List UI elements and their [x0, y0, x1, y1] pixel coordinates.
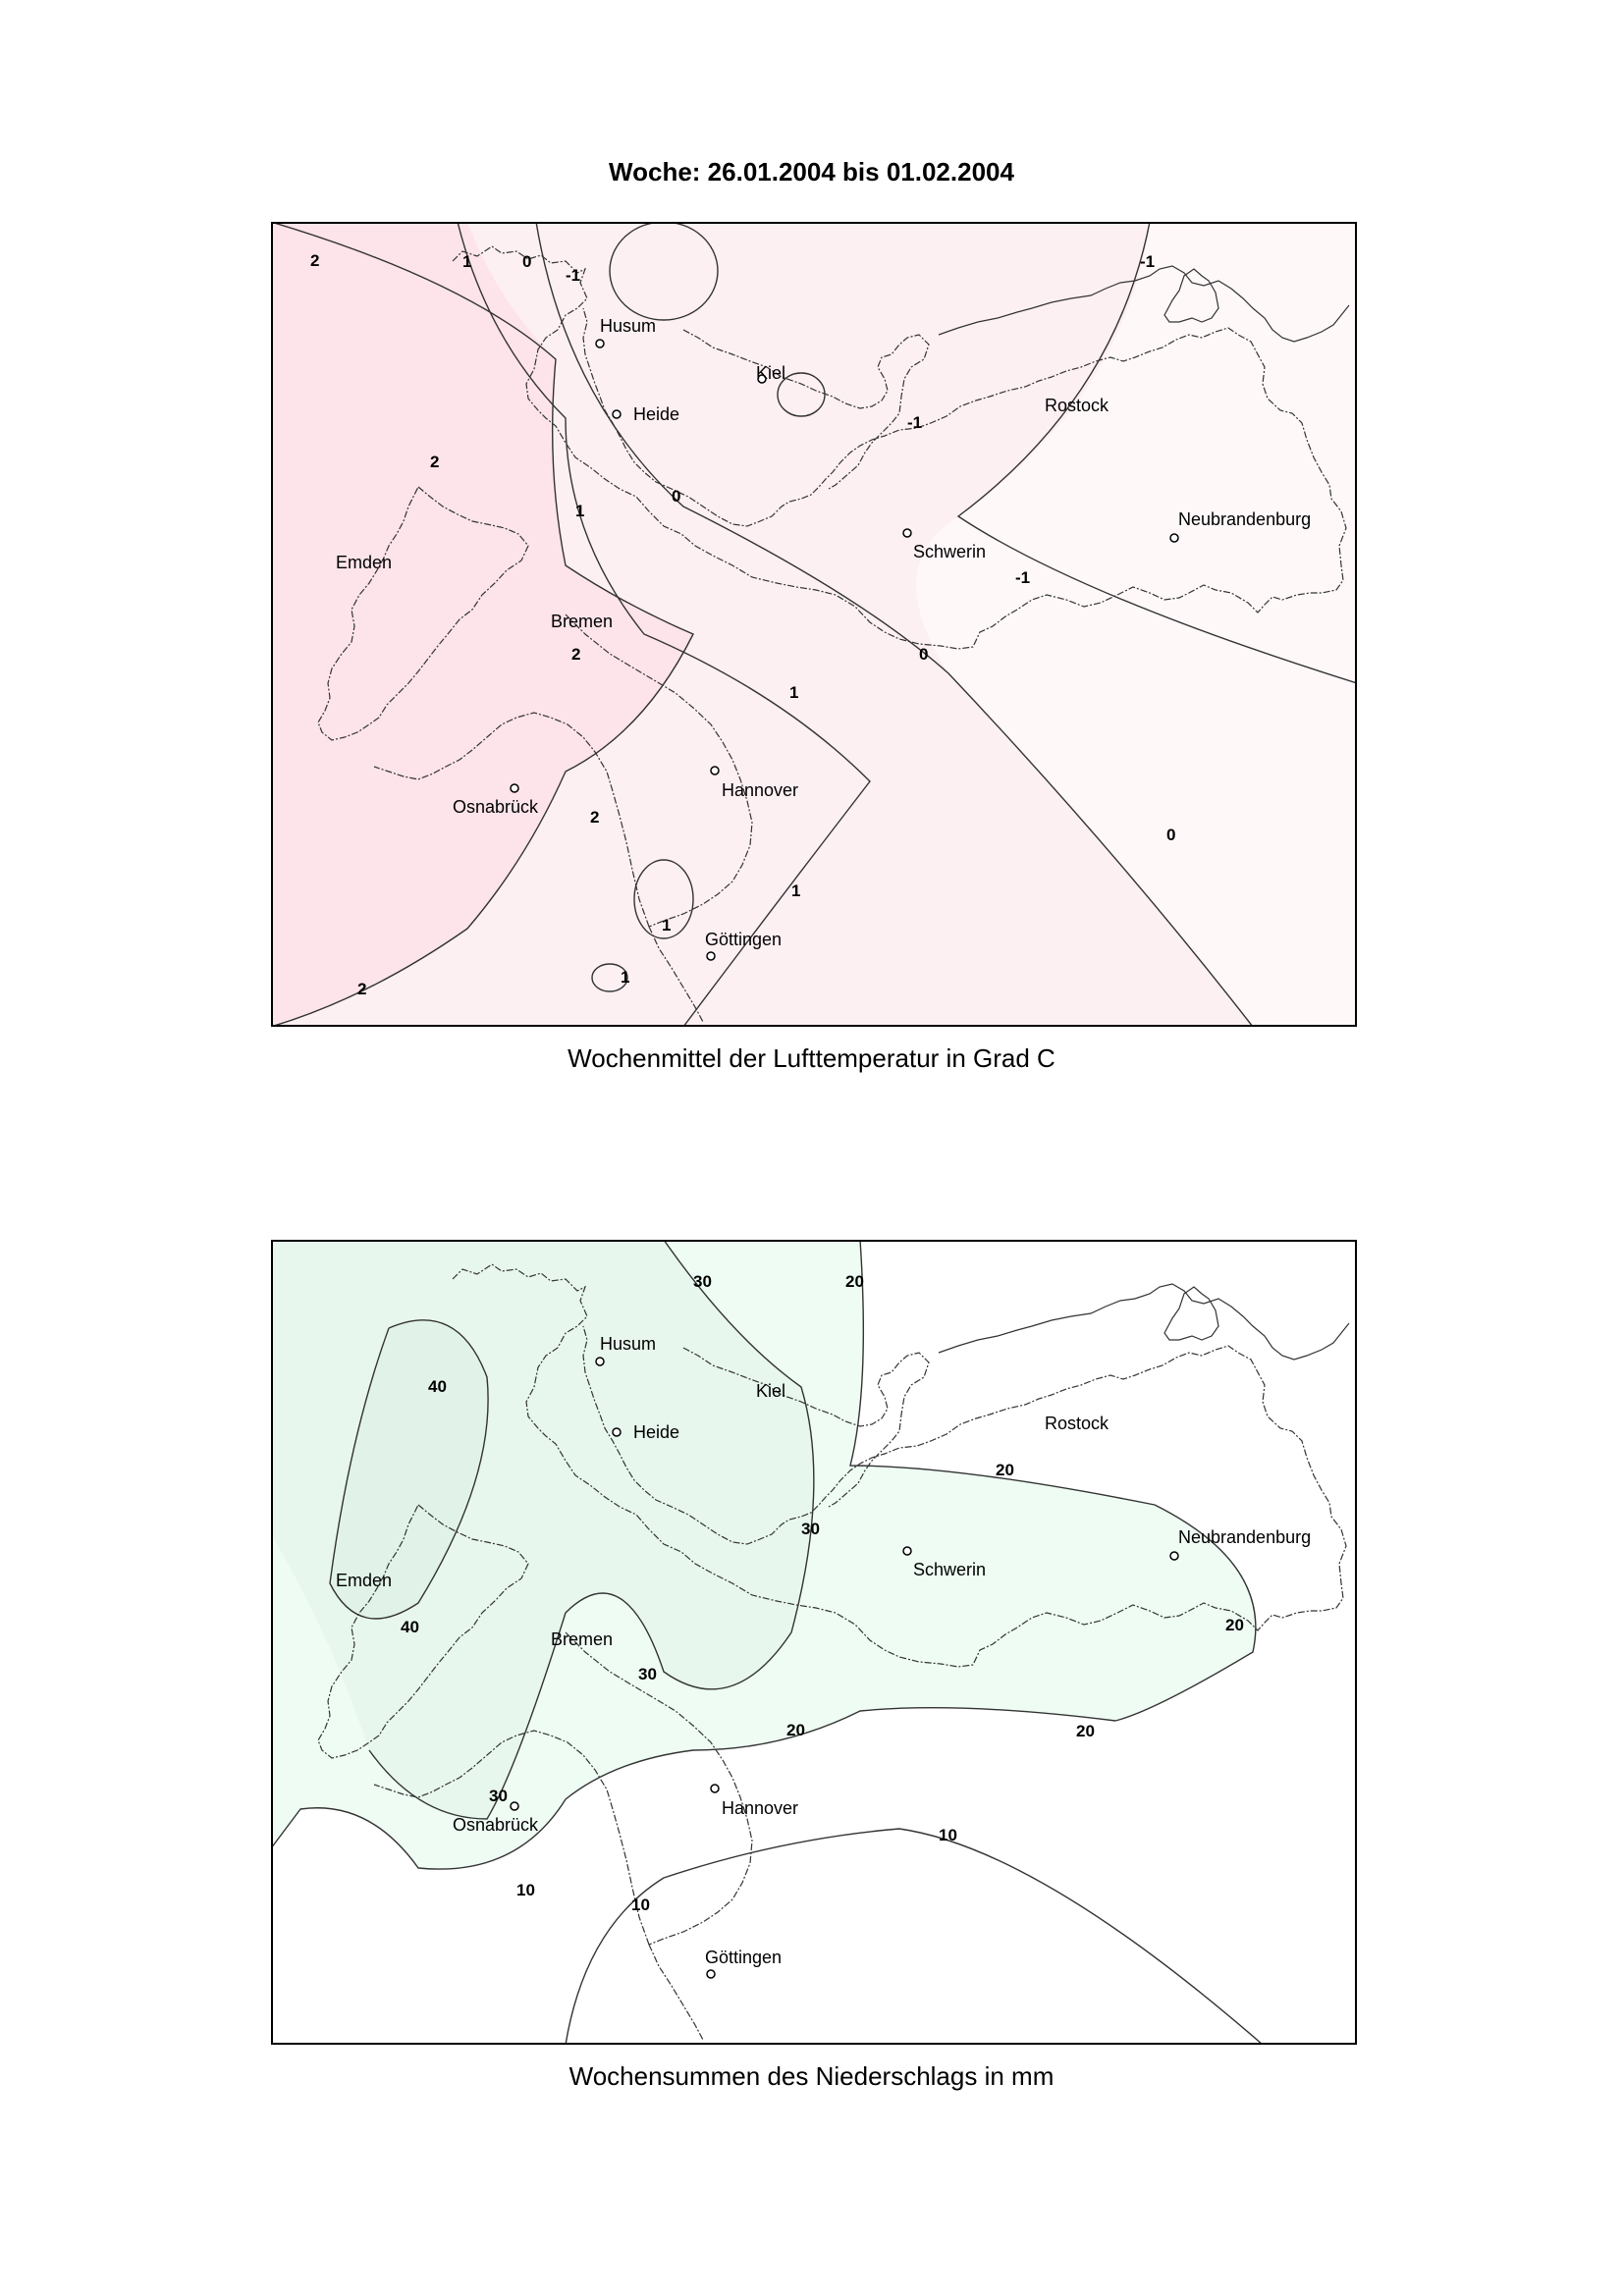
isoline-label: 30	[638, 1665, 657, 1683]
svg-text:Heide: Heide	[633, 1422, 680, 1442]
isoline-label: 1	[662, 916, 672, 934]
isoline-label: 1	[621, 968, 630, 987]
svg-text:Osnabrück: Osnabrück	[453, 797, 539, 817]
isoline-label: 10	[631, 1896, 650, 1914]
isoline-label: 1	[462, 252, 472, 271]
page-title: Woche: 26.01.2004 bis 01.02.2004	[609, 157, 1014, 187]
city-rostock	[1045, 1414, 1109, 1433]
isoline-label: 40	[401, 1618, 419, 1636]
isoline-label: 20	[845, 1272, 864, 1291]
isoline-label: 1	[789, 683, 799, 702]
isoline-label: 30	[489, 1787, 508, 1805]
precipitation-map	[271, 1240, 1357, 2045]
isoline-label: -1	[907, 413, 923, 432]
isoline-label: 2	[310, 251, 320, 270]
svg-text:Göttingen: Göttingen	[705, 930, 783, 949]
svg-text:Kiel: Kiel	[756, 1381, 786, 1401]
svg-text:Schwerin: Schwerin	[913, 542, 987, 561]
svg-text:Heide: Heide	[633, 404, 680, 424]
svg-text:Kiel: Kiel	[756, 363, 786, 383]
city-bremen	[551, 1629, 613, 1649]
isoline-label: 10	[939, 1826, 957, 1844]
isoline-label: 0	[522, 252, 532, 271]
svg-text:Emden: Emden	[336, 553, 393, 572]
precipitation-caption: Wochensummen des Niederschlags in mm	[568, 2061, 1055, 2091]
isoline-label: -1	[566, 266, 581, 285]
city-emden	[336, 1571, 392, 1590]
svg-text:Rostock: Rostock	[1045, 1414, 1109, 1433]
svg-text:Schwerin: Schwerin	[913, 1560, 987, 1579]
isoline-label: 0	[1166, 826, 1176, 844]
svg-text:Husum: Husum	[600, 316, 657, 336]
svg-text:Hannover: Hannover	[722, 780, 799, 800]
svg-text:Husum: Husum	[600, 1334, 657, 1354]
svg-text:Osnabrück: Osnabrück	[453, 1815, 539, 1835]
svg-text:Hannover: Hannover	[722, 1798, 799, 1818]
isoline-label: 40	[428, 1377, 447, 1396]
svg-text:Neubrandenburg: Neubrandenburg	[1178, 509, 1312, 529]
isoline-label: 10	[516, 1881, 535, 1899]
isoline-label: 30	[801, 1520, 820, 1538]
isoline-label: 2	[357, 980, 367, 998]
isoline-label: 20	[996, 1461, 1014, 1479]
isoline-label: 1	[791, 881, 801, 900]
isoline-label: -1	[1015, 568, 1031, 587]
temperature-map	[271, 222, 1357, 1027]
svg-text:Bremen: Bremen	[551, 1629, 614, 1649]
isoline-label: 1	[575, 502, 585, 520]
isoline-label: 0	[672, 487, 681, 506]
isoline-label: 20	[1076, 1722, 1095, 1740]
isoline-label: 2	[590, 808, 600, 827]
svg-text:Bremen: Bremen	[551, 612, 614, 631]
city-rostock	[1045, 396, 1109, 415]
isoline-label: 30	[693, 1272, 712, 1291]
isoline-label: 2	[430, 453, 440, 471]
isoline-label: -1	[1140, 252, 1156, 271]
isoline-label: 0	[919, 645, 929, 664]
svg-text:Neubrandenburg: Neubrandenburg	[1178, 1527, 1312, 1547]
city-emden	[336, 553, 392, 572]
isoline-label: 20	[1225, 1616, 1244, 1634]
svg-text:Göttingen: Göttingen	[705, 1948, 783, 1967]
city-bremen	[551, 612, 613, 631]
city-kiel	[756, 1381, 785, 1401]
isoline-label: 2	[571, 645, 581, 664]
temperature-caption: Wochenmittel der Lufttemperatur in Grad C	[568, 1043, 1055, 1073]
svg-text:Rostock: Rostock	[1045, 396, 1109, 415]
isoline-label: 20	[786, 1721, 805, 1739]
city-kiel	[756, 363, 785, 383]
svg-text:Emden: Emden	[336, 1571, 393, 1590]
